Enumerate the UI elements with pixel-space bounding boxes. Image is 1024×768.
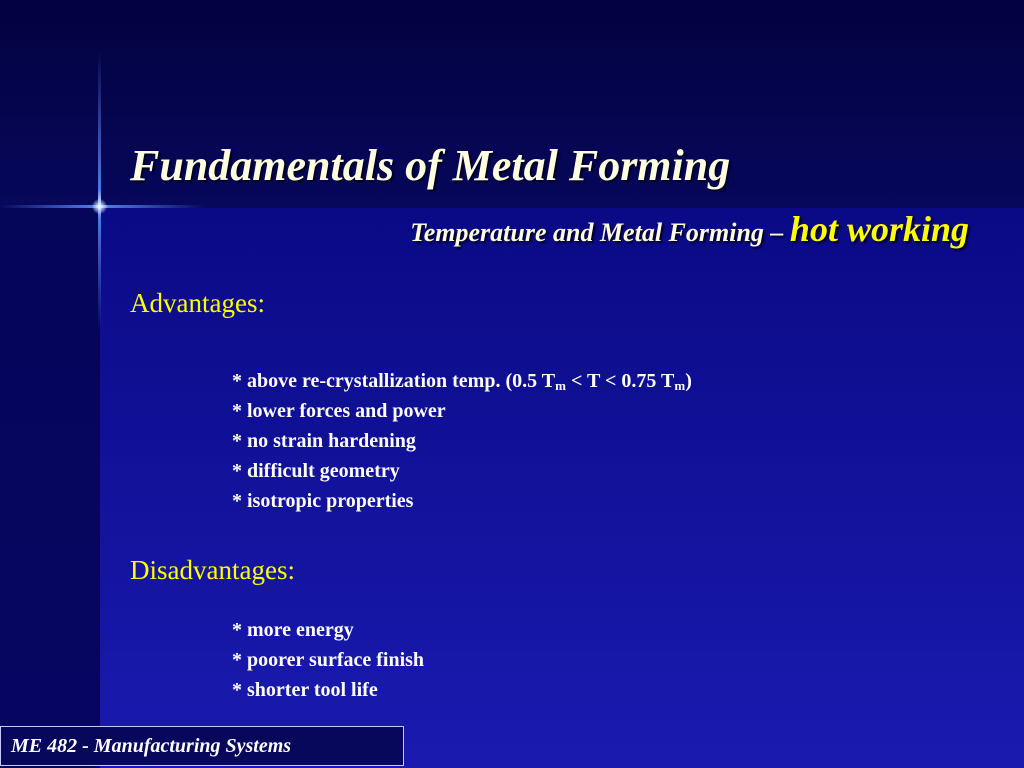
advantage-item-text-end: )	[685, 370, 692, 392]
disadvantage-item: * poorer surface finish	[232, 649, 425, 671]
disadvantages-list	[232, 615, 424, 705]
subscript-m: m	[555, 378, 566, 393]
footer-course-label	[0, 726, 404, 766]
slide-subtitle	[410, 208, 969, 250]
advantage-item: * difficult geometry	[232, 460, 400, 482]
disadvantage-item: * more energy	[232, 619, 354, 641]
advantage-item: * lower forces and power	[232, 400, 446, 422]
footer-text: ME 482 - Manufacturing Systems	[11, 734, 292, 757]
light-flare-vertical	[98, 50, 101, 330]
advantage-item: * isotropic properties	[232, 490, 414, 512]
advantages-heading: Advantages:	[130, 288, 265, 318]
subtitle-text: Temperature and Metal Forming –	[410, 218, 790, 247]
advantage-item-text-mid: < T < 0.75 T	[565, 370, 675, 392]
subtitle-highlight: hot working	[789, 209, 969, 249]
left-margin-background	[0, 208, 100, 768]
advantage-item-text: * above re-crystallization temp. (0.5 T	[232, 370, 556, 392]
advantage-item: * no strain hardening	[232, 430, 416, 452]
light-flare-icon	[92, 199, 107, 214]
subscript-m: m	[674, 378, 686, 393]
disadvantage-item: * shorter tool life	[232, 679, 378, 701]
disadvantages-heading: Disadvantages:	[130, 555, 295, 585]
advantages-list	[232, 366, 692, 516]
slide-title: Fundamentals of Metal Forming	[130, 141, 731, 190]
advantage-item	[232, 366, 692, 396]
